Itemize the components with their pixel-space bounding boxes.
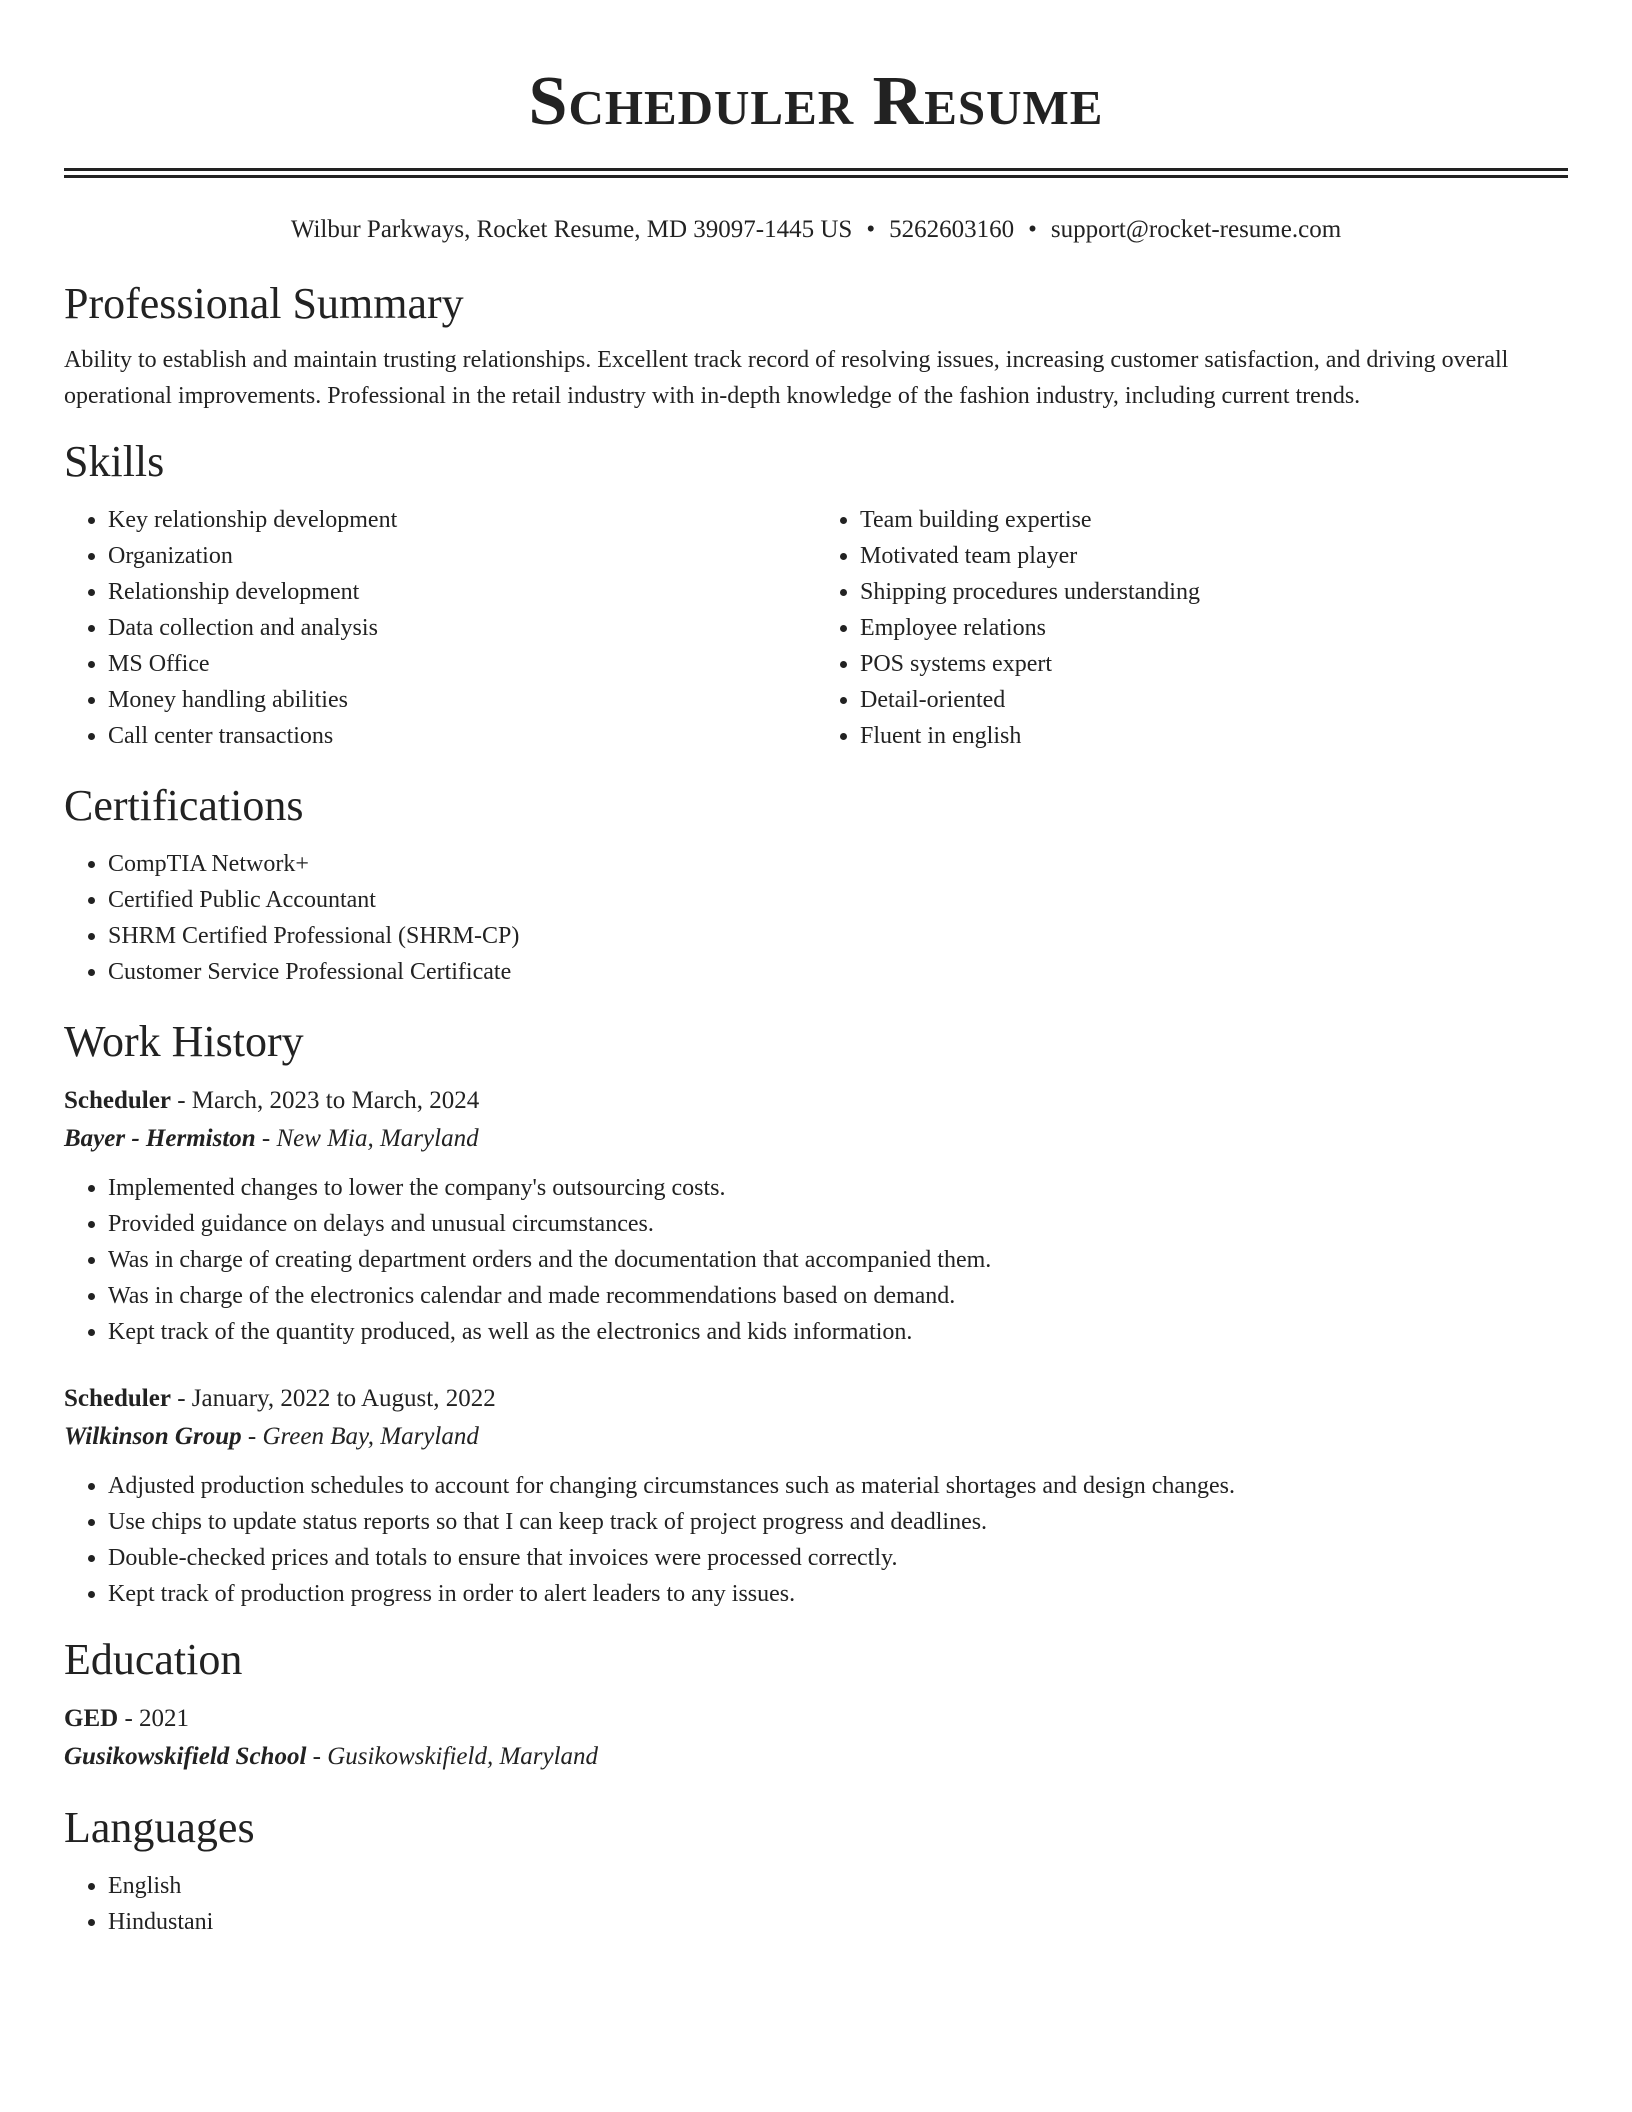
- skill-item: • Call center transactions: [108, 718, 816, 754]
- skill-item: • POS systems expert: [860, 646, 1568, 682]
- job-bullet: • Provided guidance on delays and unusual circumstances.: [108, 1206, 1568, 1242]
- section-heading-languages: Languages: [64, 1803, 255, 1852]
- certification-item: • Certified Public Accountant: [108, 882, 1568, 918]
- job-entry: [64, 1082, 1568, 1350]
- job-bullet: • Double-checked prices and totals to ensure that invoices were processed correctly.: [108, 1540, 1568, 1576]
- skills-list-right: [816, 502, 1568, 754]
- job-location: New Mia, Maryland: [276, 1125, 479, 1152]
- professional-summary-section: [64, 278, 1568, 414]
- skill-item: • Data collection and analysis: [108, 610, 816, 646]
- contact-line: [64, 214, 1568, 246]
- section-heading-summary: Professional Summary: [64, 279, 464, 328]
- skill-item: • Organization: [108, 538, 816, 574]
- dash-separator: -: [118, 1705, 140, 1732]
- job-bullet: • Was in charge of the electronics calendar and made recommendations based on demand.: [108, 1278, 1568, 1314]
- skill-item: • Key relationship development: [108, 502, 816, 538]
- certification-item: • CompTIA Network+: [108, 846, 1568, 882]
- job-title: Scheduler: [64, 1385, 171, 1412]
- language-item: • English: [108, 1868, 1568, 1904]
- job-bullet: • Was in charge of creating department orders and the documentation that accompanied them.: [108, 1242, 1568, 1278]
- education-school-line: [64, 1738, 1568, 1776]
- summary-text: Ability to establish and maintain trusting relationships. Excellent track record of resolving issues, increasing customer satisfaction, and driving overall operational improvements. Professional in the retail industry with in-depth knowledge of the fashion industry, including current trends.: [64, 347, 1509, 409]
- job-bullet: • Adjusted production schedules to account for changing circumstances such as material shortages and design changes.: [108, 1468, 1568, 1504]
- dash-separator: -: [241, 1423, 263, 1450]
- job-title: Scheduler: [64, 1087, 171, 1114]
- skill-item: • Motivated team player: [860, 538, 1568, 574]
- title-double-rule: [64, 168, 1568, 178]
- skills-columns: [64, 502, 1568, 754]
- job-bullet: • Kept track of production progress in order to alert leaders to any issues.: [108, 1576, 1568, 1612]
- job-dates: January, 2022 to August, 2022: [191, 1385, 496, 1412]
- section-heading-skills: Skills: [64, 437, 165, 486]
- dash-separator: -: [306, 1743, 328, 1770]
- section-heading-education: Education: [64, 1635, 243, 1684]
- contact-separator: •: [866, 216, 876, 243]
- education-section: [64, 1634, 1568, 1776]
- section-heading-work-history: Work History: [64, 1017, 304, 1066]
- job-company: Wilkinson Group: [64, 1423, 242, 1450]
- certifications-section: [64, 780, 1568, 990]
- job-bullet: • Use chips to update status reports so that I can keep track of project progress and deadlines.: [108, 1504, 1568, 1540]
- education-degree-line: [64, 1700, 1568, 1738]
- education-degree: GED: [64, 1705, 119, 1732]
- job-company-line: [64, 1120, 1568, 1158]
- certifications-list: [64, 846, 1568, 990]
- contact-separator: •: [1028, 216, 1037, 243]
- page-title: Scheduler Resume: [528, 63, 1104, 140]
- education-school: Gusikowskifield School: [64, 1743, 307, 1770]
- languages-list: [64, 1868, 1568, 1940]
- section-heading-certifications: Certifications: [64, 781, 304, 830]
- job-entry: [64, 1380, 1568, 1612]
- languages-section: [64, 1802, 1568, 1940]
- work-history-section: [64, 1016, 1568, 1612]
- job-company-line: [64, 1418, 1568, 1456]
- skill-item: • Shipping procedures understanding: [860, 574, 1568, 610]
- skill-item: • MS Office: [108, 646, 816, 682]
- job-bullet: • Kept track of the quantity produced, as well as the electronics and kids information.: [108, 1314, 1568, 1350]
- dash-separator: -: [170, 1087, 192, 1114]
- skill-item: • Team building expertise: [860, 502, 1568, 538]
- skill-item: • Money handling abilities: [108, 682, 816, 718]
- job-company: Bayer - Hermiston: [64, 1125, 256, 1152]
- education-location: Gusikowskifield, Maryland: [327, 1743, 599, 1770]
- skill-item: • Detail-oriented: [860, 682, 1568, 718]
- language-item: • Hindustani: [108, 1904, 1568, 1940]
- contact-address: Wilbur Parkways, Rocket Resume, MD 39097-1445 US: [290, 216, 853, 243]
- skill-item: • Employee relations: [860, 610, 1568, 646]
- certification-item: • Customer Service Professional Certificate: [108, 954, 1568, 990]
- contact-phone: 5262603160: [889, 216, 1015, 243]
- job-title-line: [64, 1082, 1568, 1120]
- job-bullets: [64, 1468, 1568, 1612]
- job-dates: March, 2023 to March, 2024: [191, 1087, 480, 1114]
- job-title-line: [64, 1380, 1568, 1418]
- contact-email: support@rocket-resume.com: [1050, 216, 1342, 243]
- skills-section: [64, 436, 1568, 754]
- certification-item: • SHRM Certified Professional (SHRM-CP): [108, 918, 1568, 954]
- job-bullets: [64, 1170, 1568, 1350]
- skills-list-left: [64, 502, 816, 754]
- dash-separator: -: [170, 1385, 192, 1412]
- job-bullet: • Implemented changes to lower the company's outsourcing costs.: [108, 1170, 1568, 1206]
- dash-separator: -: [255, 1125, 277, 1152]
- education-year: 2021: [139, 1705, 190, 1732]
- skill-item: • Fluent in english: [860, 718, 1568, 754]
- education-entry: [64, 1700, 1568, 1776]
- skill-item: • Relationship development: [108, 574, 816, 610]
- job-location: Green Bay, Maryland: [262, 1423, 479, 1450]
